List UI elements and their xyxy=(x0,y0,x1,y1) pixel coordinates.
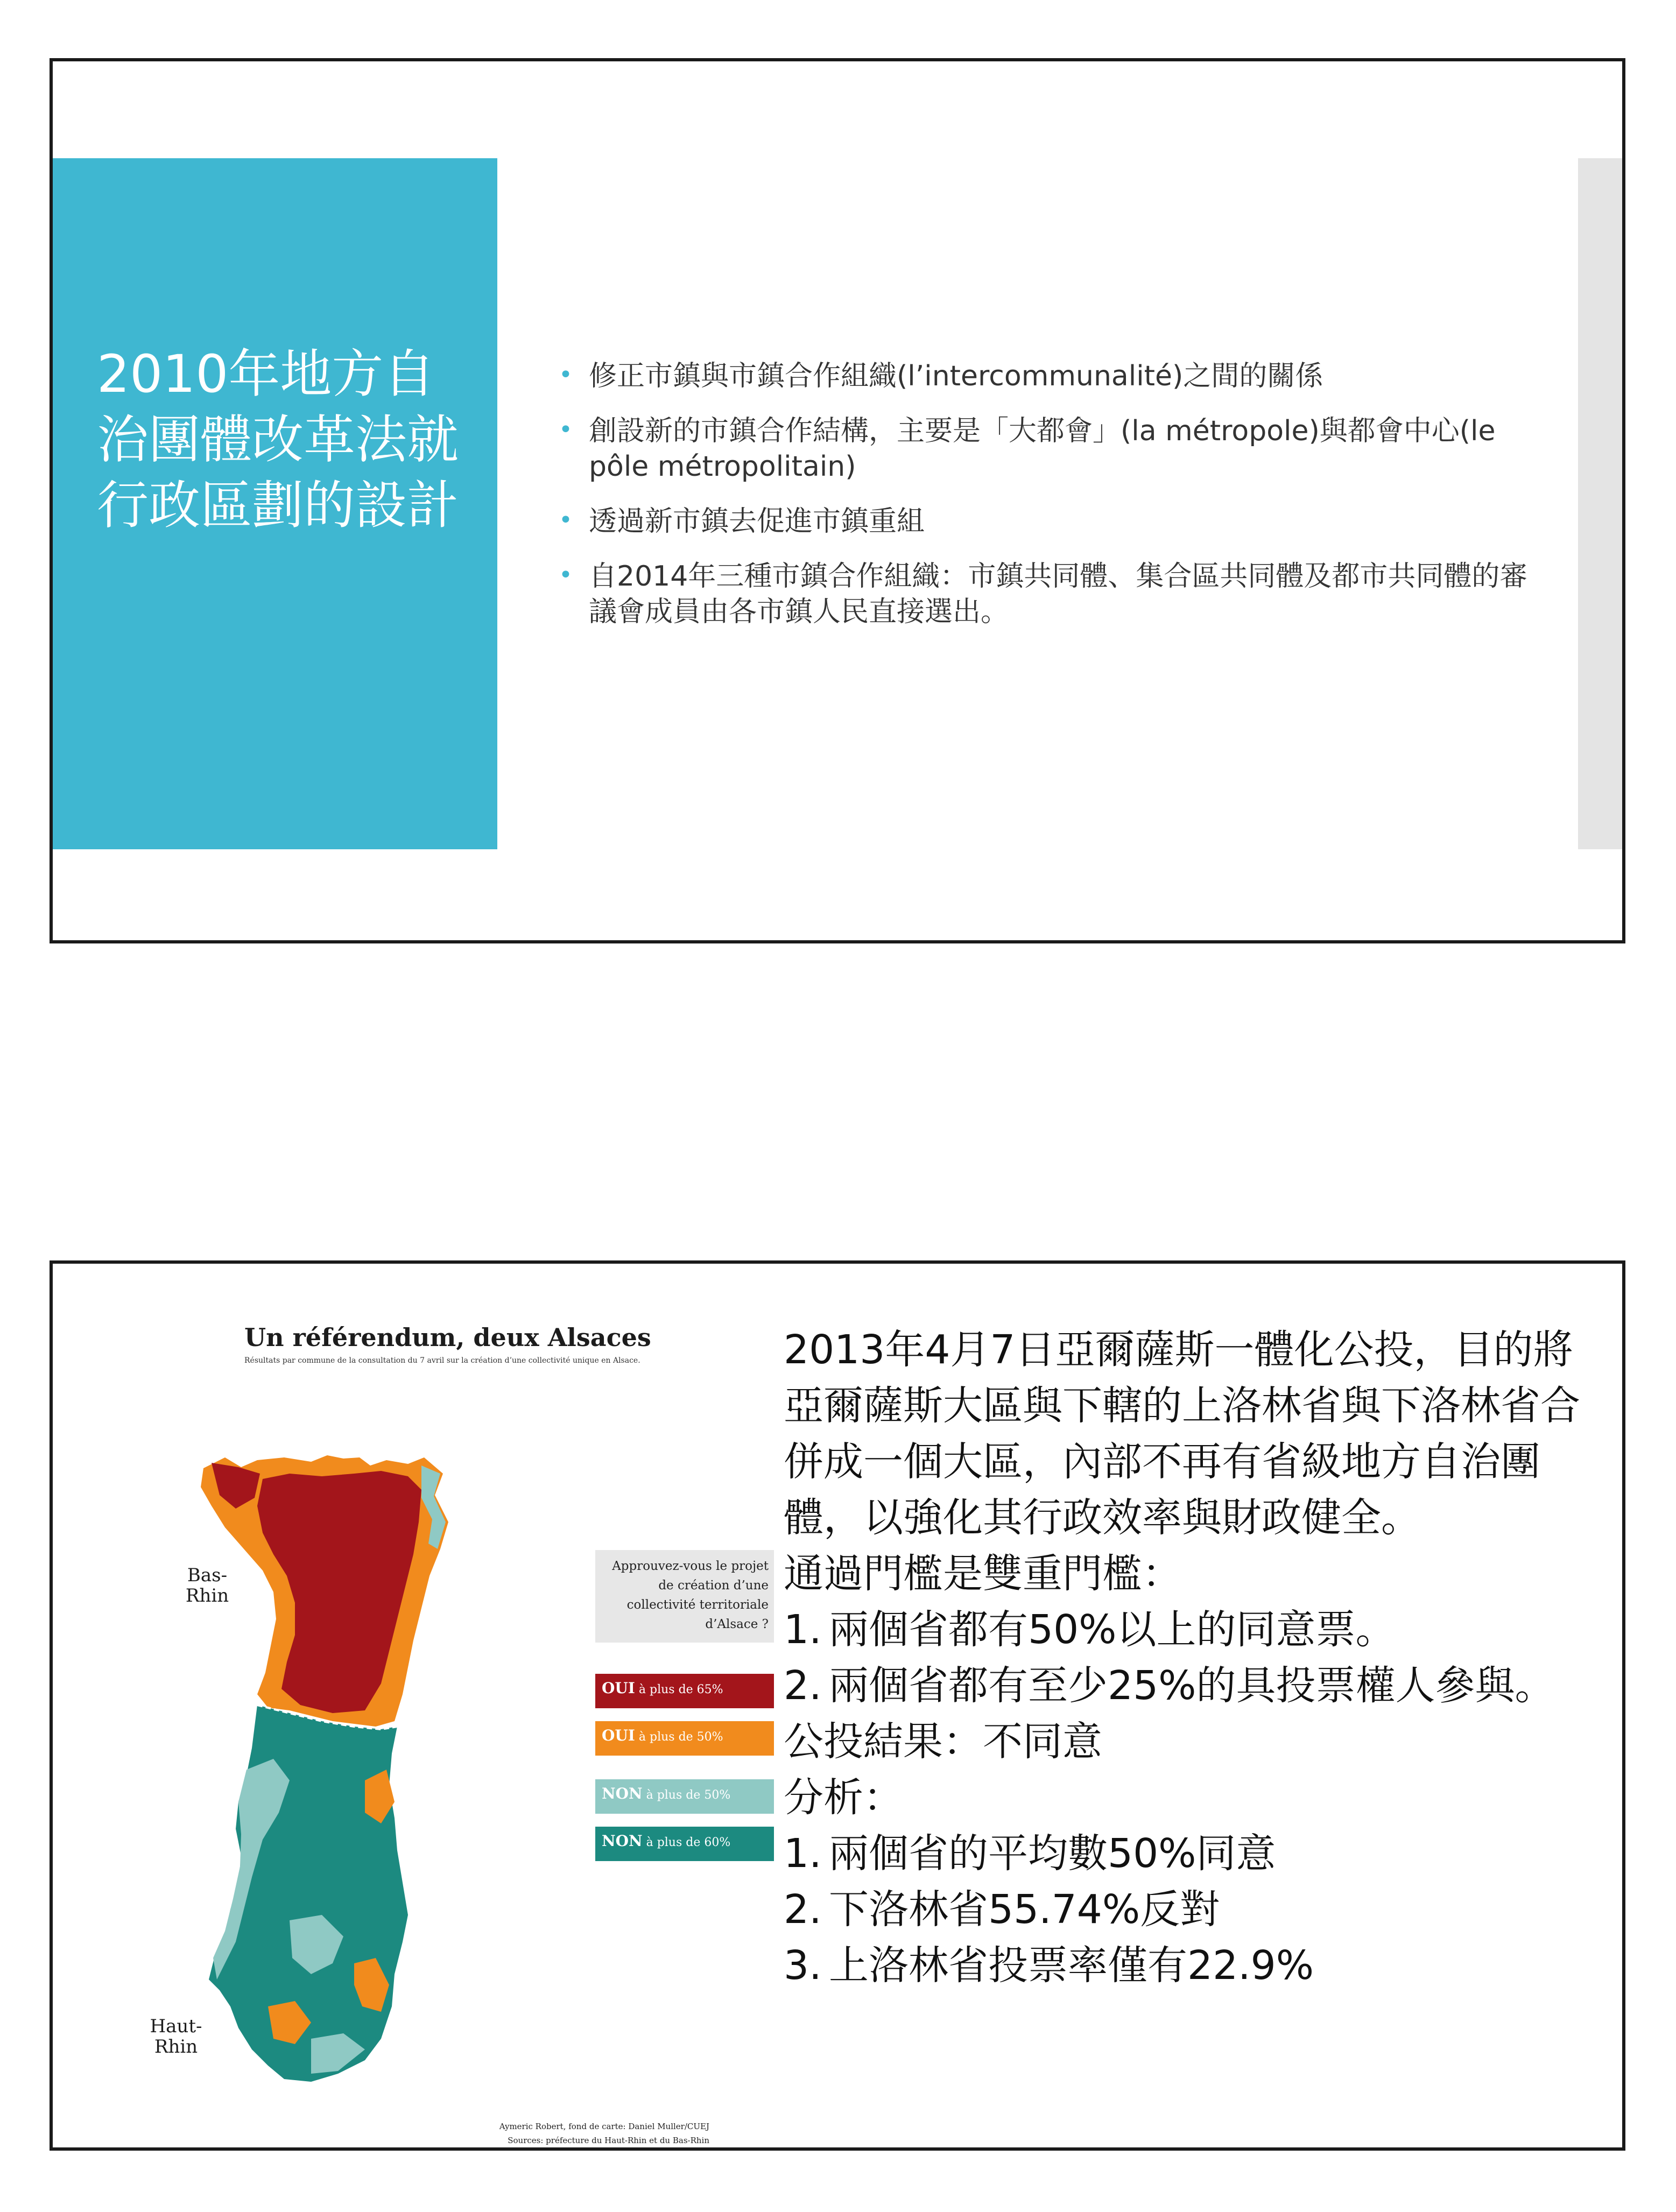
region-label-haut-rhin: Haut-Rhin xyxy=(150,2016,202,2058)
bullet-item: • 修正市鎮與市鎮合作組織(l’intercommunalité)之間的關係 xyxy=(559,358,1538,394)
legend-non-50 xyxy=(595,1779,774,1814)
slide-2 xyxy=(50,1260,1625,2151)
bullet-item: • 透過新市鎮去促進市鎮重組 xyxy=(559,504,1538,539)
threshold-heading: 通過門檻是雙重門檻： xyxy=(784,1551,1182,1597)
item-text: 上洛林省投票率僅有22.9% xyxy=(829,1942,1314,1989)
legend-detail: à plus de 60% xyxy=(646,1836,731,1849)
legend-detail: à plus de 50% xyxy=(638,1730,723,1744)
title-panel xyxy=(53,158,497,849)
legend-label: OUI xyxy=(602,1679,635,1697)
legend-question: Approuvez-vous le projet de création d’une collectivité territoriale d’Alsace ? xyxy=(595,1550,774,1643)
map-title: Un référendum, deux Alsaces xyxy=(244,1323,651,1352)
side-strip xyxy=(1578,158,1622,849)
item-number: 2. xyxy=(784,1886,822,1933)
item-text: 兩個省都有50%以上的同意票。 xyxy=(829,1607,1396,1653)
analysis-heading: 分析： xyxy=(784,1774,903,1821)
analysis-item xyxy=(784,1882,1602,1938)
slide-1 xyxy=(50,58,1625,943)
region-label-bas-rhin: Bas-Rhin xyxy=(185,1565,229,1607)
credit-line: Sources: préfecture du Haut-Rhin et du Bas-Rhin xyxy=(508,2136,709,2145)
threshold-item xyxy=(784,1602,1602,1658)
bullet-list xyxy=(559,358,1538,649)
legend-non-60 xyxy=(595,1827,774,1861)
item-text: 兩個省的平均數50%同意 xyxy=(829,1830,1276,1877)
bullet-item: • 自2014年三種市鎮合作組織：市鎮共同體、集合區共同體及都市共同體的審議會成員由各市鎮人民直接選出。 xyxy=(559,559,1538,630)
item-text: 兩個省都有至少25%的具投票權人參與。 xyxy=(829,1662,1555,1709)
item-number: 1. xyxy=(784,1607,822,1653)
legend-oui-65 xyxy=(595,1674,774,1708)
item-number: 3. xyxy=(784,1942,822,1989)
result-line: 公投結果：不同意 xyxy=(784,1718,1102,1765)
intro-paragraph: 2013年4月7日亞爾薩斯一體化公投，目的將亞爾薩斯大區與下轄的上洛林省與下洛林省合併成一個大區，內部不再有省級地方自治團體，以強化其行政效率與財政健全。 xyxy=(784,1327,1580,1541)
credit-line: Aymeric Robert, fond de carte: Daniel Muller/CUEJ xyxy=(499,2122,709,2131)
item-number: 1. xyxy=(784,1830,822,1877)
map-subtitle: Résultats par commune de la consultation du 7 avril sur la création d’une collectivité unique en Alsace. xyxy=(244,1356,640,1365)
threshold-item xyxy=(784,1658,1602,1714)
analysis-item xyxy=(784,1938,1602,1993)
map-credit xyxy=(494,2119,709,2147)
legend-detail: à plus de 65% xyxy=(638,1683,723,1696)
legend-oui-50 xyxy=(595,1721,774,1756)
item-number: 2. xyxy=(784,1662,822,1709)
legend-label: NON xyxy=(602,1785,643,1802)
legend-label: NON xyxy=(602,1832,643,1850)
referendum-description xyxy=(784,1322,1602,1993)
alsace-map-graphic xyxy=(150,1296,774,2136)
referendum-map xyxy=(150,1296,774,2145)
bullet-item: • 創設新的市鎮合作結構，主要是「大都會」(la métropole)與都會中心(le pôle métropolitain) xyxy=(559,413,1538,484)
legend-label: OUI xyxy=(602,1727,635,1744)
analysis-item xyxy=(784,1826,1602,1882)
item-text: 下洛林省55.74%反對 xyxy=(829,1886,1220,1933)
slide-1-title: 2010年地方自治團體改革法就行政區劃的設計 xyxy=(97,344,459,536)
legend-detail: à plus de 50% xyxy=(646,1788,731,1802)
